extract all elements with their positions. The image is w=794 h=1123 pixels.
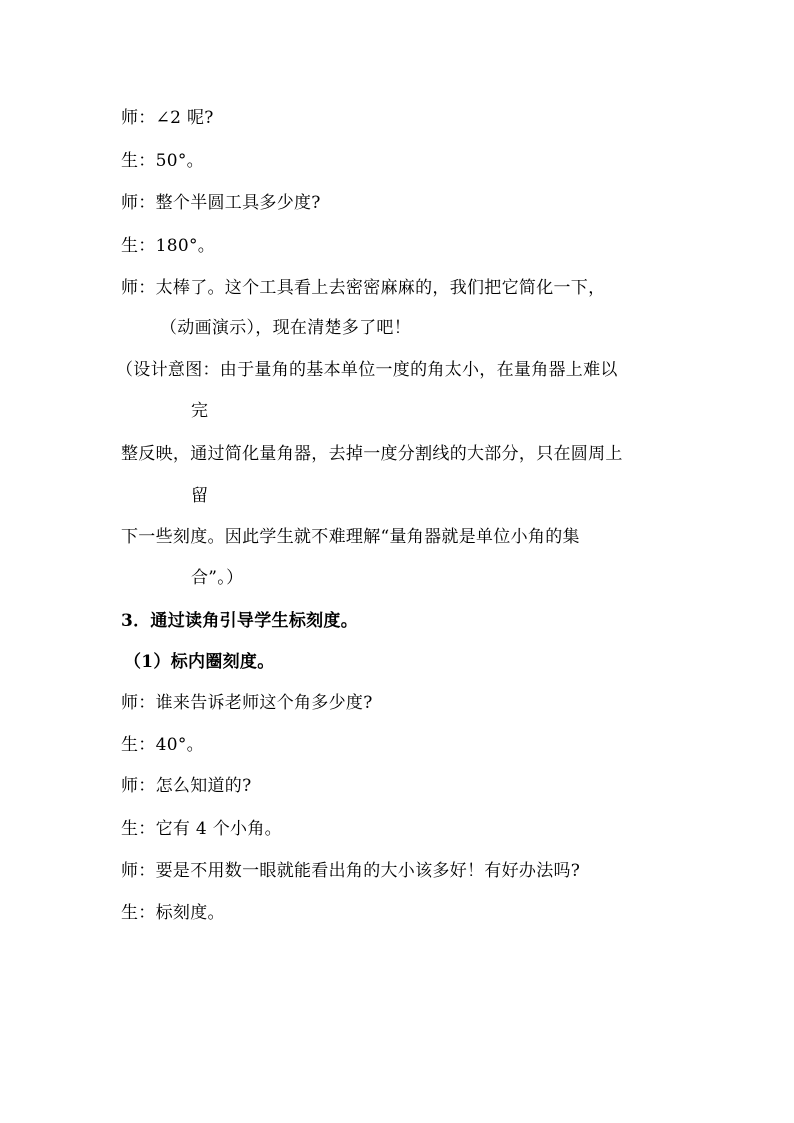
dialogue-line: 师：太棒了。这个工具看上去密密麻麻的，我们把它简化一下， — [121, 278, 606, 298]
dialogue-line: 师：怎么知道的? — [121, 776, 252, 796]
section-heading: 3．通过读角引导学生标刻度。 — [121, 611, 359, 631]
dialogue-line: 师：整个半圆工具多少度? — [121, 193, 321, 213]
design-note-line: 留 — [191, 486, 209, 506]
dialogue-line: 师：谁来告诉老师这个角多少度? — [121, 693, 373, 713]
dialogue-line: 生：180°。 — [121, 236, 216, 256]
design-note-line: 整反映，通过简化量角器，去掉一度分割线的大部分，只在圆周上 — [121, 444, 623, 464]
dialogue-line: 师：∠2 呢? — [121, 108, 214, 128]
dialogue-line: 生：40°。 — [121, 735, 204, 755]
design-note-line: 合”。） — [191, 568, 244, 588]
dialogue-line-continuation: （动画演示），现在清楚多了吧！ — [160, 318, 411, 338]
dialogue-line: 生：它有 4 个小角。 — [121, 819, 282, 839]
dialogue-line: 生：50°。 — [121, 151, 204, 171]
subsection-heading: （1）标内圈刻度。 — [124, 652, 275, 672]
design-note-line: （设计意图：由于量角的基本单位一度的角太小，在量角器上难以 — [116, 360, 618, 380]
design-note-line: 下一些刻度。因此学生就不难理解“量角器就是单位小角的集 — [121, 527, 580, 547]
dialogue-line: 生：标刻度。 — [121, 903, 225, 923]
design-note-line: 完 — [191, 401, 209, 421]
dialogue-line: 师：要是不用数一眼就能看出角的大小该多好！有好办法吗? — [121, 861, 581, 881]
